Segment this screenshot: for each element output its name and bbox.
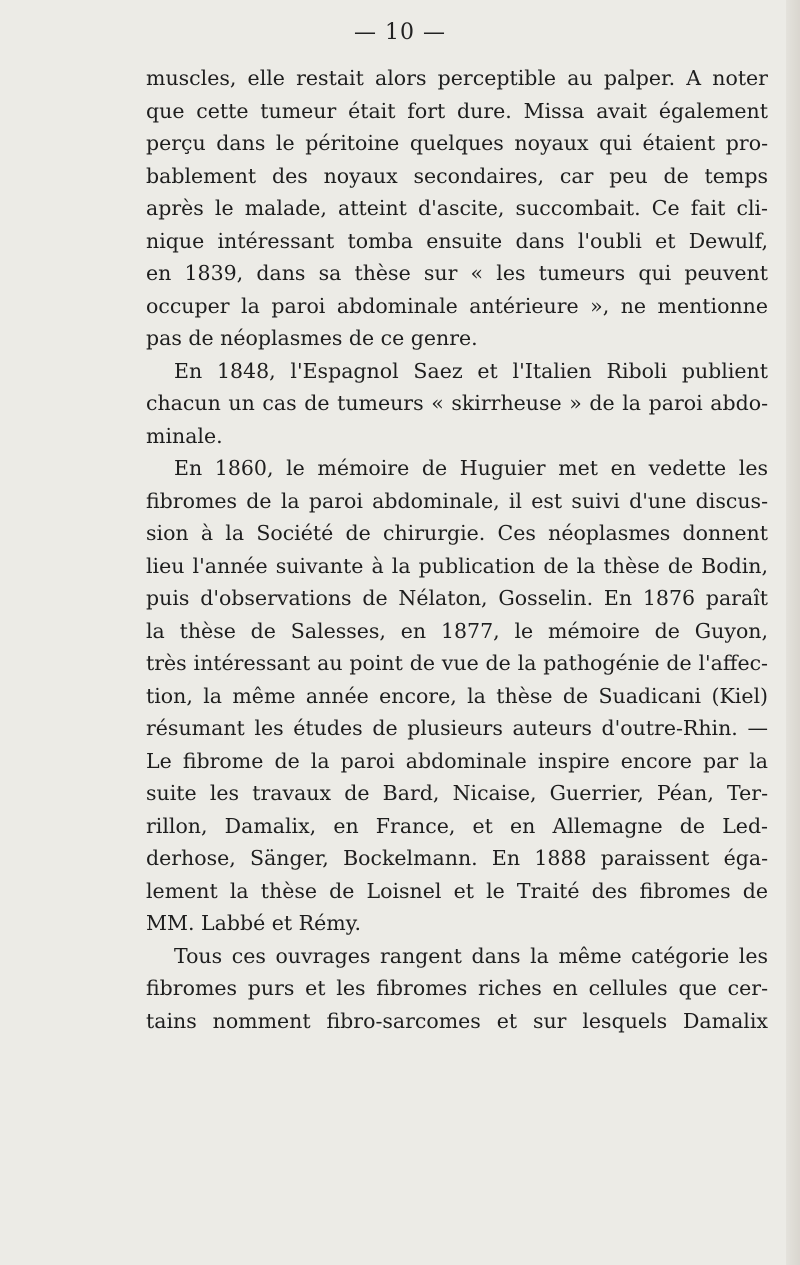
text-line: Tous ces ouvrages rangent dans la même catégorie les — [174, 943, 768, 968]
text-line: puis d'observations de Nélaton, Gosselin. En 1876 paraît — [146, 586, 768, 610]
text-line: pas de néoplasmes de ce genre. — [146, 326, 478, 350]
page-edge — [786, 0, 800, 1265]
text-line: nique intéressant tomba ensuite dans l'oubli et Dewulf, — [146, 228, 768, 253]
text-line: après le malade, atteint d'ascite, succombait. Ce fait cli- — [146, 196, 768, 220]
text-line: en 1839, dans sa thèse sur « les tumeurs qui peuvent — [146, 261, 768, 285]
text-line: chacun un cas de tumeurs « skirrheuse » de la paroi abdo- — [146, 391, 768, 415]
text-line: fibromes purs et les fibromes riches en cellules que cer- — [146, 976, 768, 1000]
text-line: très intéressant au point de vue de la pathogénie de l'affec- — [146, 651, 768, 675]
text-line: fibromes de la paroi abdominale, il est suivi d'une discus- — [146, 488, 768, 513]
text-line: bablement des noyaux secondaires, car peu de temps — [146, 163, 768, 188]
text-line: En 1848, l'Espagnol Saez et l'Italien Riboli publient — [174, 358, 768, 383]
body-text — [146, 62, 768, 1037]
text-line: perçu dans le péritoine quelques noyaux qui étaient pro- — [146, 131, 768, 155]
text-line: suite les travaux de Bard, Nicaise, Guerrier, Péan, Ter- — [146, 781, 768, 805]
text-line: MM. Labbé et Rémy. — [146, 911, 362, 935]
text-line: résumant les études de plusieurs auteurs d'outre-Rhin. — — [146, 716, 768, 740]
text-line: tion, la même année encore, la thèse de Suadicani (Kiel) — [146, 683, 768, 708]
text-line: Le fibrome de la paroi abdominale inspire encore par la — [146, 748, 768, 773]
text-line: lieu l'année suivante à la publication de la thèse de Bodin, — [146, 553, 768, 578]
text-line: En 1860, le mémoire de Huguier met en vedette les — [174, 456, 768, 480]
text-line: que cette tumeur était fort dure. Missa avait également — [146, 98, 768, 123]
page-number: — 10 — — [354, 20, 446, 45]
text-line: minale. — [146, 423, 223, 448]
text-line: tains nomment fibro-sarcomes et sur lesquels Damalix — [146, 1008, 768, 1033]
text-line: occuper la paroi abdominale antérieure », ne mentionne — [146, 293, 768, 318]
text-line: derhose, Sänger, Bockelmann. En 1888 paraissent éga- — [146, 846, 768, 870]
text-line: la thèse de Salesses, en 1877, le mémoire de Guyon, — [146, 618, 768, 643]
text-line: sion à la Société de chirurgie. Ces néoplasmes donnent — [146, 521, 768, 545]
text-line: rillon, Damalix, en France, et en Allemagne de Led- — [146, 813, 768, 838]
text-line: lement la thèse de Loisnel et le Traité des fibromes de — [146, 878, 768, 903]
text-line: muscles, elle restait alors perceptible au palper. A noter — [146, 66, 768, 90]
